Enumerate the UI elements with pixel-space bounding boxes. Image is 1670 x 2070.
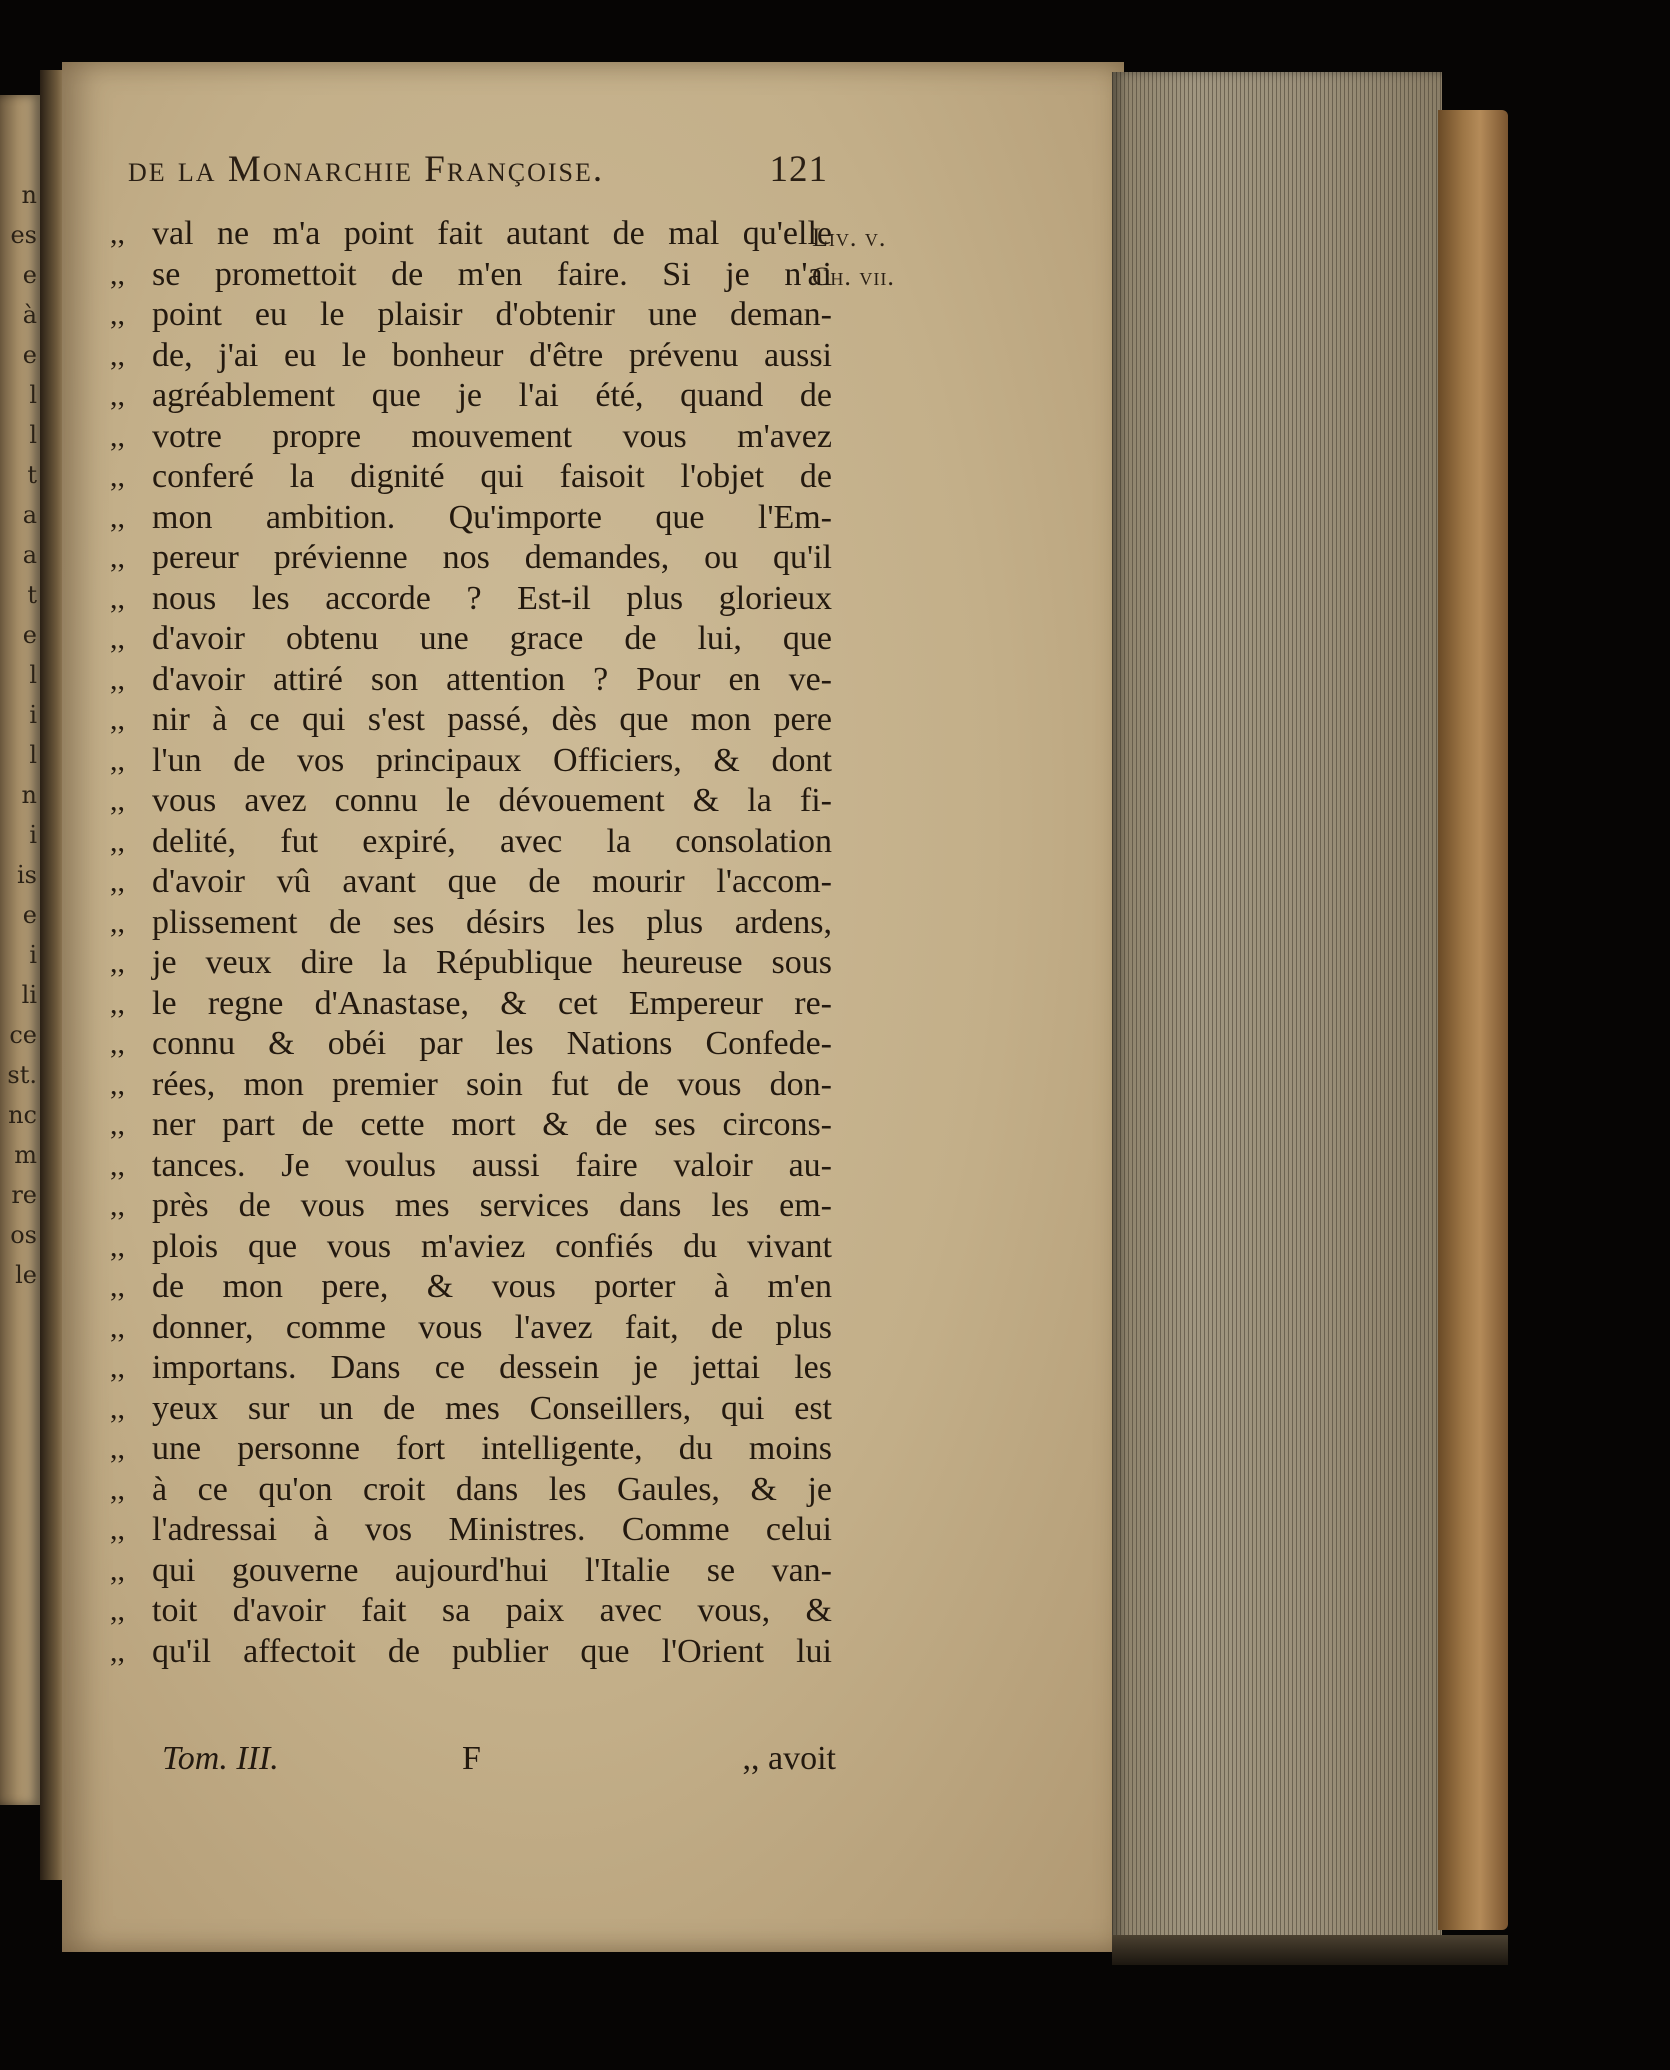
quote-mark: ,,	[110, 217, 125, 250]
text-line-content: de, j'ai eu le bonheur d'être prévenu aussi	[152, 336, 832, 374]
quote-mark: ,,	[110, 1148, 125, 1182]
text-line-content: le regne d'Anastase, & cet Empereur re-	[152, 984, 832, 1022]
quote-mark: ,,	[110, 460, 125, 493]
text-line-content: delité, fut expiré, avec la consolation	[152, 822, 832, 860]
text-line-content: vous avez connu le dévouement & la fi-	[152, 782, 832, 819]
previous-page-text-fragment: l	[29, 741, 37, 769]
quote-mark: ,,	[110, 662, 125, 696]
text-line-content: votre propre mouvement vous m'avez	[152, 417, 832, 455]
previous-page-text-fragment: ce	[9, 1021, 37, 1049]
text-line-content: ner part de cette mort & de ses circons-	[152, 1106, 832, 1143]
previous-page-edge	[0, 95, 40, 1805]
quote-mark: ,,	[110, 1594, 125, 1627]
previous-page-text-fragment: l	[29, 421, 37, 449]
previous-page-text-fragment: is	[17, 861, 37, 889]
previous-page-text-fragment: n	[21, 181, 37, 209]
quote-mark: ,,	[110, 946, 125, 979]
quote-mark: ,,	[110, 865, 125, 898]
margin-note-chapter: Ch. vii.	[812, 262, 895, 291]
quote-mark: ,,	[110, 1391, 125, 1425]
text-line	[110, 903, 832, 944]
text-line-content: conferé la dignité qui faisoit l'objet de	[152, 458, 832, 495]
text-line	[110, 1389, 832, 1430]
text-line-content: d'avoir obtenu une grace de lui, que	[152, 620, 832, 657]
quote-mark: ,,	[110, 1634, 125, 1668]
text-line-content: mon ambition. Qu'importe que l'Em-	[152, 498, 832, 536]
text-line-content: nir à ce qui s'est passé, dès que mon pere	[152, 701, 832, 738]
quote-mark: ,,	[110, 1229, 125, 1263]
text-line	[110, 376, 832, 417]
quote-mark: ,,	[110, 1067, 125, 1101]
text-line-content: yeux sur un de mes Conseillers, qui est	[152, 1389, 832, 1427]
previous-page-text-fragment: os	[10, 1221, 37, 1249]
previous-page-text-fragment: e	[22, 621, 37, 649]
text-line	[110, 1065, 832, 1106]
text-line-content: toit d'avoir fait sa paix avec vous, &	[152, 1592, 832, 1629]
text-line	[110, 984, 832, 1025]
quote-mark: ,,	[110, 784, 125, 817]
text-line	[110, 498, 832, 539]
text-line-content: val ne m'a point fait autant de mal qu'elle	[152, 215, 832, 252]
quote-mark: ,,	[110, 1472, 125, 1506]
text-line	[110, 457, 832, 498]
text-line-content: nous les accorde ? Est-il plus glorieux	[152, 579, 832, 617]
text-line-content: qu'il affectoit de publier que l'Orient lui	[152, 1632, 832, 1670]
text-line	[110, 822, 832, 863]
text-line	[110, 1591, 832, 1632]
text-line	[110, 619, 832, 660]
text-line	[110, 1429, 832, 1470]
quote-mark: ,,	[110, 622, 125, 655]
previous-page-text-fragment: a	[22, 501, 37, 529]
text-line	[110, 1510, 832, 1551]
page-footer	[150, 1740, 836, 1790]
quote-mark: ,,	[110, 541, 125, 574]
margin-note-book: Liv. v.	[812, 223, 887, 252]
previous-page-text-fragment: n	[21, 781, 37, 809]
text-line-content: près de vous mes services dans les em-	[152, 1187, 832, 1224]
text-line-content: se promettoit de m'en faire. Si je n'ai	[152, 255, 832, 293]
previous-page-text-fragment: es	[10, 221, 37, 249]
text-line-content: d'avoir attiré son attention ? Pour en ve-	[152, 660, 832, 698]
text-line-content: connu & obéi par les Nations Confede-	[152, 1025, 832, 1062]
text-line-content: importans. Dans ce dessein je jettai les	[152, 1349, 832, 1386]
text-line	[110, 1024, 832, 1065]
book-cover-binding	[1438, 110, 1508, 1930]
page-block-edges	[1112, 72, 1442, 1962]
previous-page-text-fragment: e	[22, 261, 37, 289]
previous-page-text-fragment: i	[29, 941, 37, 969]
text-line	[110, 1267, 832, 1308]
quote-mark: ,,	[110, 1351, 125, 1384]
text-line	[110, 417, 832, 458]
quote-mark: ,,	[110, 1553, 125, 1587]
text-line-content: qui gouverne aujourd'hui l'Italie se van-	[152, 1551, 832, 1589]
previous-page-text-fragment: le	[15, 1261, 37, 1289]
quote-mark: ,,	[110, 338, 125, 372]
previous-page-text-fragment: li	[21, 981, 37, 1009]
quote-mark: ,,	[110, 1189, 125, 1222]
text-line	[110, 862, 832, 903]
text-line-content: rées, mon premier soin fut de vous don-	[152, 1065, 832, 1103]
text-line	[110, 336, 832, 377]
quote-mark: ,,	[110, 1432, 125, 1465]
text-line-content: une personne fort intelligente, du moins	[152, 1430, 832, 1467]
text-line-content: l'adressai à vos Ministres. Comme celui	[152, 1511, 832, 1548]
quote-mark: ,,	[110, 703, 125, 736]
margin-note	[812, 218, 952, 296]
text-line-content: plissement de ses désirs les plus ardens,	[152, 903, 832, 941]
previous-page-text-fragment: m	[14, 1141, 37, 1169]
previous-page-text-fragment: e	[22, 901, 37, 929]
quote-mark: ,,	[110, 379, 125, 412]
text-line-content: donner, comme vous l'avez fait, de plus	[152, 1308, 832, 1346]
running-header-title: de la Monarchie Françoise.	[128, 149, 605, 190]
text-line-content: pereur prévienne nos demandes, ou qu'il	[152, 539, 832, 576]
previous-page-text-fragment: l	[29, 381, 37, 409]
volume-label: Tom. III.	[162, 1740, 279, 1777]
previous-page-text-fragment: st.	[7, 1061, 37, 1089]
text-line-content: à ce qu'on croit dans les Gaules, & je	[152, 1470, 832, 1508]
text-line	[110, 255, 832, 296]
previous-page-text-fragment: re	[11, 1181, 37, 1209]
text-line	[110, 943, 832, 984]
text-line	[110, 1348, 832, 1389]
previous-page-text-fragment: i	[29, 701, 37, 729]
text-line	[110, 1632, 832, 1673]
quote-mark: ,,	[110, 419, 125, 453]
text-line	[110, 741, 832, 782]
previous-page-text-fragment: a	[22, 541, 37, 569]
text-line-content: plois que vous m'aviez confiés du vivant	[152, 1227, 832, 1265]
body-text	[110, 214, 832, 1672]
text-line	[110, 781, 832, 822]
page-number: 121	[769, 149, 828, 190]
quote-mark: ,,	[110, 257, 125, 291]
text-line	[110, 214, 832, 255]
quote-mark: ,,	[110, 1513, 125, 1546]
text-line	[110, 1308, 832, 1349]
text-line	[110, 579, 832, 620]
quote-mark: ,,	[110, 986, 125, 1020]
quote-mark: ,,	[110, 1108, 125, 1141]
text-line	[110, 660, 832, 701]
text-line	[110, 1146, 832, 1187]
text-line-content: tances. Je voulus aussi faire valoir au-	[152, 1146, 832, 1184]
previous-page-text-fragment: e	[22, 341, 37, 369]
quote-mark: ,,	[110, 500, 125, 534]
text-line	[110, 1105, 832, 1146]
text-line	[110, 700, 832, 741]
text-line-content: l'un de vos principaux Officiers, & dont	[152, 741, 832, 779]
text-line	[110, 1227, 832, 1268]
signature-mark: F	[462, 1740, 481, 1777]
quote-mark: ,,	[110, 905, 125, 939]
previous-page-text-fragment: à	[22, 301, 37, 329]
text-line	[110, 295, 832, 336]
text-line-content: je veux dire la République heureuse sous	[152, 944, 832, 981]
running-header	[128, 148, 828, 202]
text-line	[110, 1470, 832, 1511]
quote-mark: ,,	[110, 581, 125, 615]
previous-page-text-fragment: t	[27, 581, 37, 609]
previous-page-text-fragment: t	[27, 461, 37, 489]
text-line-content: de mon pere, & vous porter à m'en	[152, 1268, 832, 1305]
quote-mark: ,,	[110, 1270, 125, 1303]
text-line	[110, 1186, 832, 1227]
previous-page-text-fragment: l	[29, 661, 37, 689]
previous-page-text-fragment: nc	[8, 1101, 37, 1129]
text-line-content: point eu le plaisir d'obtenir une deman-	[152, 296, 832, 333]
quote-mark: ,,	[110, 1027, 125, 1060]
quote-mark: ,,	[110, 743, 125, 777]
text-line-content: agréablement que je l'ai été, quand de	[152, 377, 832, 414]
quote-mark: ,,	[110, 1310, 125, 1344]
book-bottom-edge	[1112, 1935, 1508, 1965]
quote-mark: ,,	[110, 824, 125, 858]
quote-mark: ,,	[110, 298, 125, 331]
text-line	[110, 538, 832, 579]
previous-page-text-fragment: i	[29, 821, 37, 849]
text-line-content: d'avoir vû avant que de mourir l'accom-	[152, 863, 832, 900]
text-line	[110, 1551, 832, 1592]
catchword: ,, avoit	[742, 1740, 836, 1777]
